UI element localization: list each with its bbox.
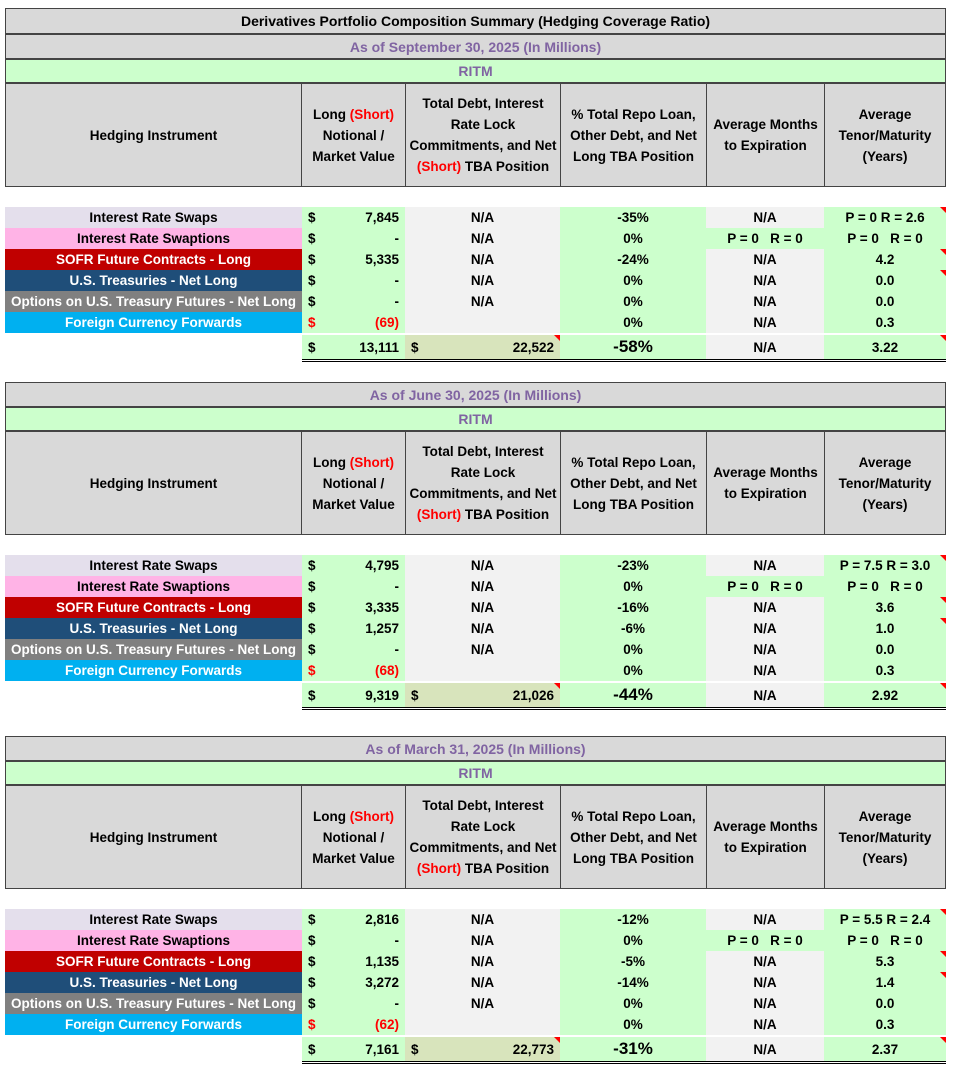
total-debt-dollar: $ [405,683,425,707]
debt-value: N/A [405,909,560,930]
header-debt-text: Total Debt, Interest Rate Lock Commitments, and Net (Short) TBA Position [409,96,557,174]
dollar-sign: $ [302,639,322,660]
months-value: N/A [706,207,824,228]
debt-value: N/A [405,555,560,576]
total-months: N/A [706,1037,824,1061]
comment-indicator [940,909,946,915]
pct-value: 0% [560,1014,706,1035]
comment-indicator [940,618,946,624]
entity-label: RITM [5,59,946,83]
tenor-value: 0.3 [824,660,946,681]
dollar-sign: $ [302,312,322,333]
header-notional-text: Long (Short) Notional / Market Value [312,454,395,512]
as-of-date: As of June 30, 2025 (In Millions) [5,382,946,407]
instrument-label: U.S. Treasuries - Net Long [5,972,302,993]
dollar-sign: $ [302,972,322,993]
header-hedging-instrument: Hedging Instrument [5,83,302,187]
tenor-value: P = 0 R = 2.6 [824,207,946,228]
comment-indicator [940,597,946,603]
notional-value: 5,335 [322,249,405,270]
tenor-value: 0.3 [824,1014,946,1035]
notional-value: - [322,228,405,249]
tenor-value: P = 0 R = 0 [824,228,946,249]
header-debt [405,83,561,187]
tenor-value: P = 5.5 R = 2.4 [824,909,946,930]
header-tenor: Average Tenor/Maturity (Years) [824,431,946,535]
header-notional [301,83,406,187]
months-value: N/A [706,951,824,972]
debt-value: N/A [405,639,560,660]
tenor-value: P = 0 R = 0 [824,576,946,597]
months-value: N/A [706,618,824,639]
debt-value: N/A [405,270,560,291]
months-value: N/A [706,1014,824,1035]
notional-value: 1,135 [322,951,405,972]
debt-value: N/A [405,291,560,312]
notional-value: - [322,270,405,291]
instrument-label: Interest Rate Swaptions [5,228,302,249]
comment-indicator [940,207,946,213]
dollar-sign: $ [302,249,322,270]
tenor-value: 3.6 [824,597,946,618]
comment-indicator [940,972,946,978]
notional-value: 4,795 [322,555,405,576]
tenor-value: 0.0 [824,639,946,660]
notional-value: 3,335 [322,597,405,618]
notional-value: 1,257 [322,618,405,639]
total-dollar: $ [302,1037,322,1061]
tenor-value: 0.0 [824,270,946,291]
debt-value: N/A [405,228,560,249]
instrument-label: Foreign Currency Forwards [5,660,302,681]
notional-value: 3,272 [322,972,405,993]
notional-value: - [322,930,405,951]
total-debt: 22,773 [425,1037,560,1061]
tenor-value: 4.2 [824,249,946,270]
header-hedging-instrument: Hedging Instrument [5,431,302,535]
comment-indicator [940,555,946,561]
header-debt [405,431,561,535]
months-value: N/A [706,291,824,312]
comment-indicator-wrap [824,909,946,930]
notional-value: (68) [322,660,405,681]
comment-indicator [940,335,946,341]
header-pct: % Total Repo Loan, Other Debt, and Net Long TBA Position [560,431,707,535]
pct-value: 0% [560,930,706,951]
debt-value: N/A [405,951,560,972]
pct-value: 0% [560,576,706,597]
comment-indicator-wrap [824,972,946,993]
dollar-sign: $ [302,555,322,576]
total-dollar: $ [302,683,322,707]
tenor-value: P = 7.5 R = 3.0 [824,555,946,576]
months-value: P = 0 R = 0 [706,228,824,249]
pct-value: 0% [560,228,706,249]
total-tenor: 2.92 [824,683,946,707]
entity-label: RITM [5,761,946,785]
pct-value: -12% [560,909,706,930]
comment-indicator-wrap [824,951,946,972]
instrument-label: Options on U.S. Treasury Futures - Net Long [5,291,302,312]
instrument-label: Interest Rate Swaps [5,207,302,228]
debt-value: N/A [405,993,560,1014]
dollar-sign: $ [302,618,322,639]
total-tenor: 3.22 [824,335,946,359]
total-debt-dollar: $ [405,335,425,359]
total-tenor: 2.37 [824,1037,946,1061]
instrument-label: Interest Rate Swaptions [5,576,302,597]
instrument-label: Options on U.S. Treasury Futures - Net Long [5,993,302,1014]
debt-value: N/A [405,597,560,618]
tenor-value: 0.0 [824,291,946,312]
debt-value: N/A [405,576,560,597]
pct-value: 0% [560,312,706,333]
instrument-label: U.S. Treasuries - Net Long [5,618,302,639]
header-debt [405,785,561,889]
instrument-label: Options on U.S. Treasury Futures - Net Long [5,639,302,660]
pct-value: 0% [560,270,706,291]
dollar-sign: $ [302,660,322,681]
header-hedging-instrument: Hedging Instrument [5,785,302,889]
dollar-sign: $ [302,909,322,930]
header-tenor: Average Tenor/Maturity (Years) [824,83,946,187]
instrument-label: Foreign Currency Forwards [5,312,302,333]
total-dollar: $ [302,335,322,359]
debt-value: N/A [405,249,560,270]
pct-value: -14% [560,972,706,993]
header-notional [301,785,406,889]
pct-value: -23% [560,555,706,576]
pct-value: -16% [560,597,706,618]
as-of-date: As of March 31, 2025 (In Millions) [5,736,946,761]
total-debt: 22,522 [425,335,560,359]
instrument-label: SOFR Future Contracts - Long [5,249,302,270]
months-value: N/A [706,660,824,681]
total-notional: 13,111 [322,335,405,359]
comment-indicator [940,270,946,276]
pct-value: -35% [560,207,706,228]
instrument-label: Interest Rate Swaps [5,909,302,930]
debt-value [405,1014,560,1035]
instrument-label: Interest Rate Swaptions [5,930,302,951]
comment-indicator-wrap [824,555,946,576]
pct-value: -5% [560,951,706,972]
comment-indicator-wrap [824,207,946,228]
notional-value: - [322,993,405,1014]
dollar-sign: $ [302,930,322,951]
dollar-sign: $ [302,993,322,1014]
entity-label: RITM [5,407,946,431]
debt-value [405,312,560,333]
header-months: Average Months to Expiration [706,785,825,889]
debt-value: N/A [405,207,560,228]
pct-value: -24% [560,249,706,270]
dollar-sign: $ [302,576,322,597]
notional-value: 2,816 [322,909,405,930]
months-value: N/A [706,312,824,333]
header-pct: % Total Repo Loan, Other Debt, and Net Long TBA Position [560,83,707,187]
debt-value: N/A [405,618,560,639]
total-months: N/A [706,335,824,359]
tenor-value: 0.3 [824,312,946,333]
header-tenor: Average Tenor/Maturity (Years) [824,785,946,889]
instrument-label: SOFR Future Contracts - Long [5,951,302,972]
pct-value: 0% [560,291,706,312]
total-debt-dollar: $ [405,1037,425,1061]
header-notional-text: Long (Short) Notional / Market Value [312,808,395,866]
dollar-sign: $ [302,207,322,228]
tenor-value: 5.3 [824,951,946,972]
comment-indicator [940,683,946,689]
notional-value: (62) [322,1014,405,1035]
total-debt: 21,026 [425,683,560,707]
months-value: P = 0 R = 0 [706,576,824,597]
header-notional [301,431,406,535]
debt-value: N/A [405,972,560,993]
comment-indicator [940,1037,946,1043]
months-value: N/A [706,909,824,930]
instrument-label: Foreign Currency Forwards [5,1014,302,1035]
dollar-sign: $ [302,270,322,291]
total-notional: 9,319 [322,683,405,707]
header-pct: % Total Repo Loan, Other Debt, and Net Long TBA Position [560,785,707,889]
total-months: N/A [706,683,824,707]
debt-value: N/A [405,930,560,951]
notional-value: - [322,576,405,597]
tenor-value: 1.0 [824,618,946,639]
header-months: Average Months to Expiration [706,83,825,187]
tenor-value: 0.0 [824,993,946,1014]
instrument-label: U.S. Treasuries - Net Long [5,270,302,291]
months-value: P = 0 R = 0 [706,930,824,951]
months-value: N/A [706,639,824,660]
comment-indicator-wrap [824,249,946,270]
pct-value: 0% [560,993,706,1014]
pct-value: 0% [560,639,706,660]
comment-indicator [940,951,946,957]
comment-indicator [940,249,946,255]
total-pct: -44% [560,683,706,707]
tenor-value: P = 0 R = 0 [824,930,946,951]
pct-value: -6% [560,618,706,639]
months-value: N/A [706,270,824,291]
pct-value: 0% [560,660,706,681]
notional-value: - [322,291,405,312]
header-debt-text: Total Debt, Interest Rate Lock Commitments, and Net (Short) TBA Position [409,444,557,522]
dollar-sign: $ [302,291,322,312]
instrument-label: SOFR Future Contracts - Long [5,597,302,618]
comment-indicator-wrap [824,270,946,291]
total-pct: -31% [560,1037,706,1061]
total-notional: 7,161 [322,1037,405,1061]
months-value: N/A [706,555,824,576]
header-months: Average Months to Expiration [706,431,825,535]
instrument-label: Interest Rate Swaps [5,555,302,576]
notional-value: (69) [322,312,405,333]
months-value: N/A [706,993,824,1014]
header-debt-text: Total Debt, Interest Rate Lock Commitments, and Net (Short) TBA Position [409,798,557,876]
dollar-sign: $ [302,1014,322,1035]
months-value: N/A [706,249,824,270]
total-pct: -58% [560,335,706,359]
comment-indicator-wrap [824,597,946,618]
tenor-value: 1.4 [824,972,946,993]
notional-value: 7,845 [322,207,405,228]
header-notional-text: Long (Short) Notional / Market Value [312,106,395,164]
report-title: Derivatives Portfolio Composition Summary (Hedging Coverage Ratio) [5,8,946,34]
dollar-sign: $ [302,228,322,249]
months-value: N/A [706,597,824,618]
months-value: N/A [706,972,824,993]
dollar-sign: $ [302,951,322,972]
dollar-sign: $ [302,597,322,618]
comment-indicator-wrap [824,618,946,639]
notional-value: - [322,639,405,660]
debt-value [405,660,560,681]
as-of-date: As of September 30, 2025 (In Millions) [5,34,946,59]
